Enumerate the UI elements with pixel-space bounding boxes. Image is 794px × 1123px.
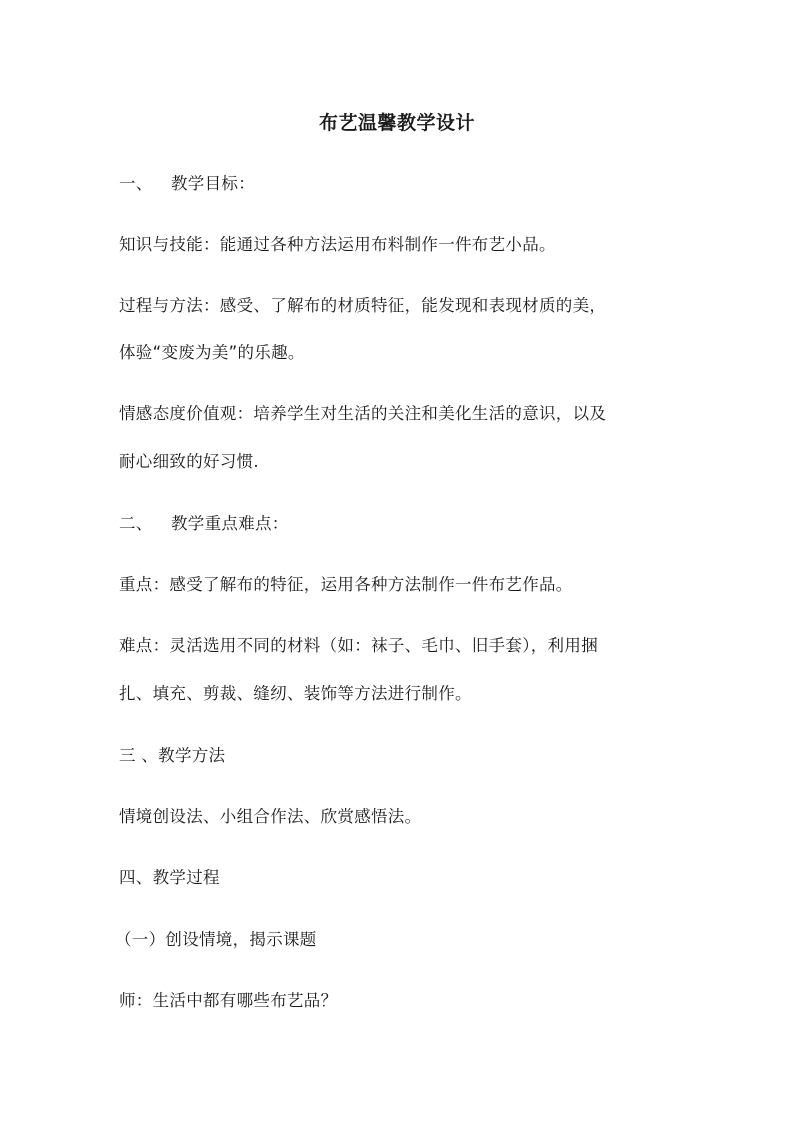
paragraph-difficulty-line1: 难点：灵活选用不同的材料（如：袜子、毛巾、旧手套），利用捆 [119,636,598,655]
section-heading-teaching-process: 四、教学过程 [119,868,220,887]
subsection-heading-scenario: （一）创设情境，揭示课题 [115,930,317,949]
paragraph-process-methods-line1: 过程与方法：感受、了解布的材质特征，能发现和表现材质的美， [119,296,607,315]
section-heading-key-points [119,512,699,536]
paragraph-difficulty-line2: 扎、填充、剪裁、缝纫、装饰等方法进行制作。 [119,684,472,703]
section-number: 一、 [119,174,153,193]
document-title: 布艺温馨教学设计 [318,112,475,134]
paragraph-teacher-question: 师：生活中都有哪些布艺品？ [119,991,338,1010]
paragraph-emotion-values-line2: 耐心细致的好习惯. [119,452,259,471]
paragraph-knowledge-skills: 知识与技能：能通过各种方法运用布料制作一件布艺小品。 [119,235,556,254]
paragraph-emotion-values-line1: 情感态度价值观：培养学生对生活的关注和美化生活的意识，以及 [119,404,607,423]
paragraph-key-point: 重点：感受了解布的特征，运用各种方法制作一件布艺作品。 [119,575,573,594]
section-heading-text: 教学重点难点： [171,514,289,533]
section-heading-text: 教学目标： [171,174,255,193]
section-heading-teaching-methods: 三 、教学方法 [119,746,226,765]
section-number: 二、 [119,514,153,533]
section-heading-objectives [119,172,699,196]
paragraph-teaching-methods: 情境创设法、小组合作法、欣赏感悟法。 [119,807,422,826]
paragraph-process-methods-line2: 体验“变废为美”的乐趣。 [119,343,305,362]
